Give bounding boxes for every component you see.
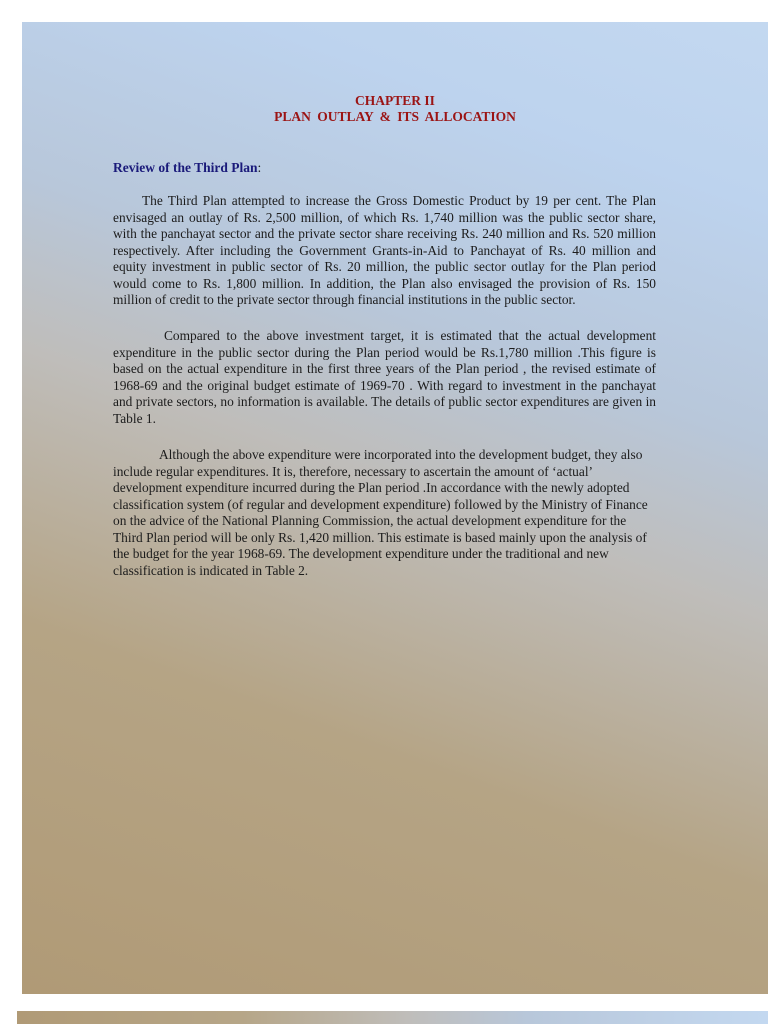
- section-heading: [113, 159, 261, 176]
- paragraph-3: Although the above expenditure were incorporated into the development budget, they also include regular expenditures. It is, therefore, necessary to ascertain the amount of ‘actual’ development expenditure incurred during the Plan period .In accordance with the newly adopted classification system (of regular and development expenditure) followed by the Ministry of Finance on the advice of the National Planning Commission, the actual development expenditure for the Third Plan period will be only Rs. 1,420 million. This estimate is based mainly upon the analysis of the budget for the year 1968-69. The development expenditure under the traditional and new classification is indicated in Table 2.: [113, 447, 648, 578]
- paragraph-1: The Third Plan attempted to increase the Gross Domestic Product by 19 per cent. The Plan envisaged an outlay of Rs. 2,500 million, of which Rs. 1,740 million was the public sector share, with the panchayat sector and the private sector share receiving Rs. 240 million and Rs. 520 million respectively. After including the Government Grants-in-Aid to Panchayat of Rs. 40 million and equity investment in public sector of Rs. 20 million, the public sector outlay for the Plan period would come to Rs. 1,800 million. In addition, the Plan also envisaged the provision of Rs. 150 million of credit to the private sector through financial institutions in the public sector.: [113, 193, 656, 307]
- next-page-edge: [17, 1011, 768, 1024]
- chapter-title: PLAN OUTLAY & ITS ALLOCATION: [274, 109, 516, 124]
- chapter-number: CHAPTER II: [355, 93, 435, 108]
- document-page: [22, 22, 768, 994]
- section-heading-colon: :: [257, 160, 262, 175]
- section-heading-text: Review of the Third Plan: [113, 160, 258, 175]
- paragraph-2: Compared to the above investment target, it is estimated that the actual development expenditure in the public sector during the Plan period would be Rs.1,780 million .This figure is based on the actual expenditure in the first three years of the Plan period , the revised estimate of 1968-69 and the original budget estimate of 1969-70 . With regard to investment in the panchayat and private sectors, no information is available. The details of public sector expenditures are given in Table 1.: [113, 328, 656, 426]
